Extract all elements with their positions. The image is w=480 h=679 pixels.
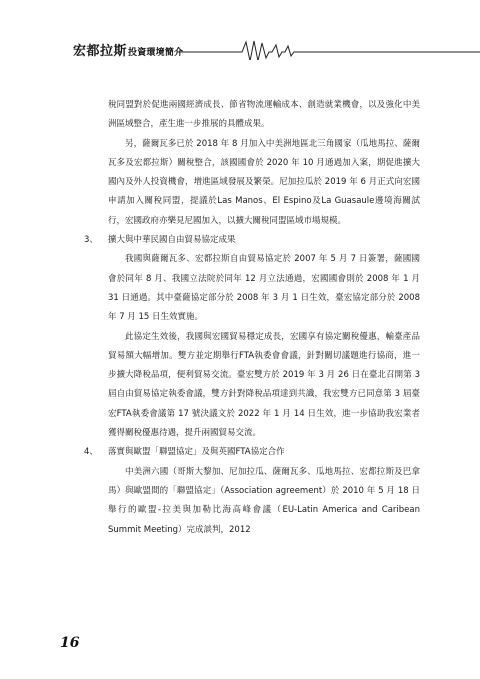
section-number-4: 4、 [84, 447, 98, 458]
page-number: 16 [60, 635, 80, 651]
page-header [0, 0, 480, 60]
paragraph-fta-effects: 此協定生效後，我國與宏國貿易穩定成長，宏國享有協定關稅優惠，輸臺產品貿易額大幅增加。雙方並定期舉行FTA執委會會議，針對關切議題進行協商，進一步擴大降稅品項，便利貿易交流。臺宏雙方於 2019 年 3 月 26 日在臺北召開第 3 屆自由貿易協定執委會議，雙方針對降稅品項達到共識，我宏雙方已同意第 3 屆臺宏FTA執委會議第 17 號決議文於 2022 年 1 月 14 日生效，進一步協助我宏業者獲得關稅優惠待遇，提升兩國貿易交流。 [108, 331, 420, 439]
section-heading-4 [84, 443, 420, 462]
paragraph-el-salvador-nicaragua: 另，薩爾瓦多已於 2018 年 8 月加入中美洲地區北三角國家（瓜地馬拉、薩爾瓦多及宏都拉斯）關稅整合，該國國會於 2020 年 10 月通過加入案，期促進擴大國內及外人投資機會，增進區域發展及繁榮。尼加拉瓜於 2019 年 6 月正式向宏國申請加入關稅同盟，提議於Las Manos、El Espino及La Guasaule邊境海關試行，宏國政府亦樂見尼國加入，以擴大關稅同盟區域市場規模。 [108, 138, 420, 226]
paragraph-fta-signing: 我國與薩爾瓦多、宏都拉斯自由貿易協定於 2007 年 5 月 7 日簽署，薩國國會於同年 8 月、我國立法院於同年 12 月立法通過，宏國國會則於 2008 年 1 月 31 日通過。其中臺薩協定部分於 2008 年 3 月 1 日生效，臺宏協定部分於 2008 年 7 月 15 日生效實施。 [108, 254, 420, 323]
section-number-3: 3、 [84, 235, 98, 246]
header-title-sub: 投資環境簡介 [128, 48, 184, 58]
paragraph-eu-association-agreement: 中美洲六國（哥斯大黎加、尼加拉瓜、薩爾瓦多、瓜地馬拉、宏都拉斯及巴拿馬）與歐盟間的「聯盟協定」（Association agreement）於 2010 年 5 月 18 日舉行的歐盟-拉美與加勒比海高峰會議（EU-Latin America and Caribean Summit Meeting）完成談判，2012 [108, 466, 420, 535]
header-title-main: 宏都拉斯 [73, 44, 128, 59]
paragraph-customs-union-results: 稅同盟對於促進兩國經濟成長、節省物流運輸成本、創造就業機會，以及強化中美洲區域整合，產生進一步推展的具體成果。 [108, 100, 420, 130]
section-heading-3 [84, 231, 420, 250]
section-title-3: 擴大與中華民國自由貿易協定成果 [108, 235, 236, 246]
section-title-4: 落實與歐盟「聯盟協定」及與英國FTA協定合作 [108, 447, 285, 458]
header-rule-waveform [0, 0, 480, 60]
body-text [84, 96, 420, 540]
header-title [73, 40, 183, 59]
